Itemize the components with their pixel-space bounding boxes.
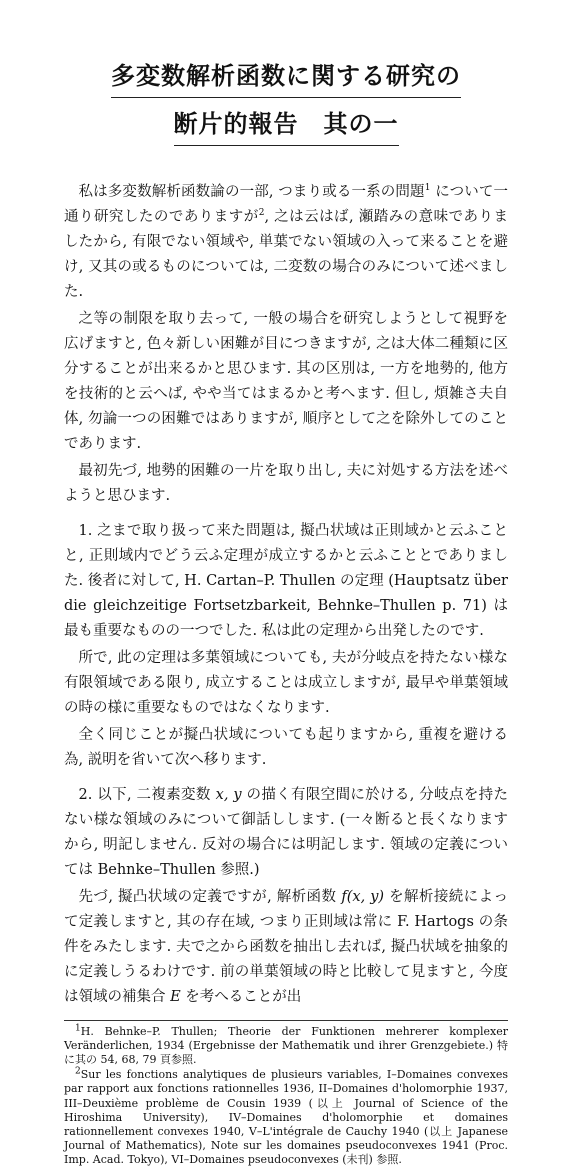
body-text [64,180,508,1010]
paragraph-text: 先づ, 擬凸状域の定義ですが, 解析函数 [78,888,342,905]
paragraph-section-2 [64,783,508,883]
paragraph-same: 全く同じことが擬凸状域についても起りますから, 重複を避ける為, 説明を省いて次へ移ります. [64,726,508,768]
paragraph-text: , 之は云はば, 瀬踏みの意味でありましたから, 有限でない領域や, 単葉でない領域の入って来ることを避け, 又其の或るものについては, 二変数の場合のみについて述べました. [64,208,509,300]
paragraph-restrictions: 之等の制限を取り去って, 一般の場合を研究しようとして視野を広げますと, 色々新しい困難が目につきますが, 之は大体二種類に区分することが出来るかと思ひます. 其の区別は, 一方を地勢的, 他方を技術的と云へば, やや当てはまるかと考へます. 但し, 煩雑さ夫自体, 勿論一つの困難ではありますが, 順序として之を除外してのことであります. [64,310,508,452]
footnote-mark-2: 2 [75,1066,81,1077]
footnote-1 [64,1022,508,1068]
paragraph-text: について一通り研究したのでありますが [64,183,508,225]
paragraph-text: 私は多変数解析函数論の一部, つまり或る一系の問題 [78,183,425,200]
paragraph-text: の描く有限空間に於ける, 分岐点を持たない様な領域のみについて御話しします. (一々断ると長くなりますから, 明記しません. 反対の場合には明記します. 領域の定義については Behnke–Thullen 参照.) [64,786,509,878]
math-fxy: f(x, y) [341,888,385,905]
footnote-mark-1: 1 [75,1022,81,1033]
math-E: E [170,988,181,1005]
paragraph-intro [64,180,508,305]
paragraph-first: 最初先づ, 地勢的困難の一片を取り出し, 夫に対処する方法を述べようと思ひます. [64,462,508,504]
footnote-text: H. Behnke–P. Thullen; Theorie der Funktionen mehrerer komplexer Veränderlichen, 1934 (Ergebnisse der Mathematik und ihrer Grenzgebiete.) 特に其の 54, 68, 79 頁参照. [64,1024,508,1066]
math-xy: x, y [215,786,242,803]
paragraph-definition [64,885,508,1010]
footnote-2 [64,1068,508,1167]
paragraph-text: を解析接続によって定義しますと, 其の存在域, つまり正則域は常に F. Hartogs の条件をみたします. 夫で之から函数を抽出し去れば, 擬凸状域を抽象的に定義しうるわけです. 前の単葉領域の時と比較して見ますと, 今度は領域の補集合 [64,888,508,1005]
footnote-ref-1[interactable]: 1 [424,182,431,193]
footnote-text: Sur les fonctions analytiques de plusieurs variables, I–Domaines convexes par rapport aux fonctions rationnelles 1936, II–Domaines d'holomorphie 1937, III–Deuxième problème de Cousin 1939 (以上 Journal of Science of the Hiroshima University), IV–Domaines d'holomorphie et domaines rationnellement convexes 1940, V–L'intégrale de Cauchy 1940 (以上 Japanese Journal of Mathematics), Note sur les domaines pseudoconvexes 1941 (Proc. Imp. Acad. Tokyo), VI–Domaines pseudoconvexes (未刊) 参照. [64,1068,508,1167]
footnote-ref-2[interactable]: 2 [258,207,265,218]
paragraph-section-1: 1. 之まで取り扱って来た問題は, 擬凸状域は正則域かと云ふことと, 正則域内でどう云ふ定理が成立するかと云ふこととでありました. 後者に対して, H. Cartan–P. Thullen の定理 (Hauptsatz über die gleichzeitige Fortsetzbarkeit, Behnke–Thullen p. 71) は最も重要なものの一つでした. 私は此の定理から出発したのです. [64,522,508,639]
title-block [64,62,508,146]
paragraph-theorem-note: 所で, 此の定理は多葉領域についても, 夫が分岐点を持たない様な有限領域である限り, 成立することは成立しますが, 最早や単葉領域の時の様に重要なものではなくなります. [64,649,508,716]
footnotes [64,1020,508,1168]
title-line-1: 多変数解析函数に関する研究の [111,62,461,98]
paragraph-text: 2. 以下, 二複素変数 [78,786,216,803]
paragraph-text: を考へることが出 [180,988,302,1005]
title-line-2: 断片的報告 其の一 [174,110,399,146]
